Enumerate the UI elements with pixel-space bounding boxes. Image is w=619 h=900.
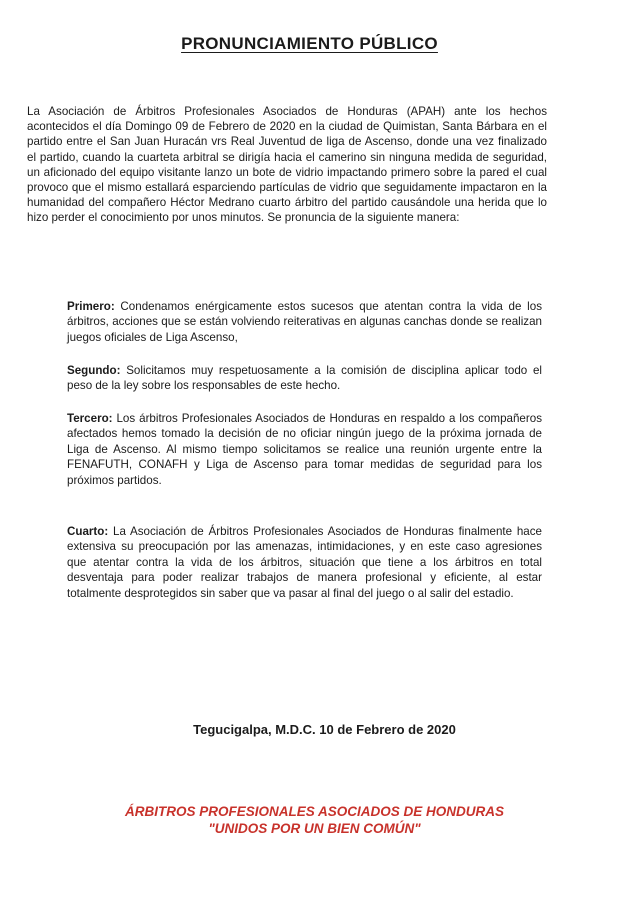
resolution-text: La Asociación de Árbitros Profesionales Asociados de Honduras finalmente hace extensiva su preocupación por las amenazas, intimidaciones, y en este caso agresiones que atentar contra la vida de los árbitros, situación que tiene a los árbitros en total desventaja para poder realizar trabajos de manera profesional y eficiente, al estar totalmente desprotegidos sin saber que va pasar al final del juego o al salir del estadio. [67, 525, 542, 600]
resolution-text: Solicitamos muy respetuosamente a la comisión de disciplina aplicar todo el peso de la ley sobre los responsables de este hecho. [67, 364, 542, 393]
resolution-label: Cuarto: [67, 525, 109, 538]
signature-motto: "UNIDOS POR UN BIEN COMÚN" [208, 821, 421, 836]
resolution-item-second [67, 363, 542, 394]
resolution-text: Los árbitros Profesionales Asociados de Honduras en respaldo a los compañeros afectados hemos tomado la decisión de no oficiar ningún juego de la próxima jornada de Liga de Ascenso. Al mismo tiempo solicitamos se realice una reunión urgente entre la FENAFUTH, CONAFH y Liga de Ascenso para tomar medidas de seguridad para los próximos partidos. [67, 412, 542, 487]
resolution-item-third [67, 411, 542, 488]
resolution-item-fourth [67, 524, 542, 601]
resolution-label: Segundo: [67, 364, 121, 377]
resolution-text: Condenamos enérgicamente estos sucesos que atentan contra la vida de los árbitros, acciones que se están volviendo reiterativas en algunas canchas donde se realizan juegos oficiales de Liga Ascenso, [67, 300, 542, 344]
signature-block [0, 803, 619, 837]
signature-organization: ÁRBITROS PROFESIONALES ASOCIADOS DE HONDURAS [124, 804, 505, 819]
document-title: PRONUNCIAMIENTO PÚBLICO [181, 34, 438, 53]
resolution-label: Tercero: [67, 412, 113, 425]
intro-paragraph: La Asociación de Árbitros Profesionales Asociados de Honduras (APAH) ante los hechos acontecidos el día Domingo 09 de Febrero de 2020 en la ciudad de Quimistan, Santa Bárbara en el partido entre el San Juan Huracán vrs Real Juventud de liga de Ascenso, donde una vez finalizado el partido, cuando la cuarteta arbitral se dirigía hacia el camerino sin ninguna medida de seguridad, un aficionado del equipo visitante lanzo un bote de vidrio impactando primero sobre la pared el cual provoco que el mismo estallará esparciendo partículas de vidrio que seguidamente impactaron en la humanidad del compañero Héctor Medrano cuarto árbitro del partido causándole una herida que lo hizo perder el conocimiento por unos minutos. Se pronuncia de la siguiente manera: [27, 105, 547, 225]
resolution-label: Primero: [67, 300, 115, 313]
place-date-line: Tegucigalpa, M.D.C. 10 de Febrero de 2020 [193, 722, 456, 737]
resolution-item-first [67, 299, 542, 345]
